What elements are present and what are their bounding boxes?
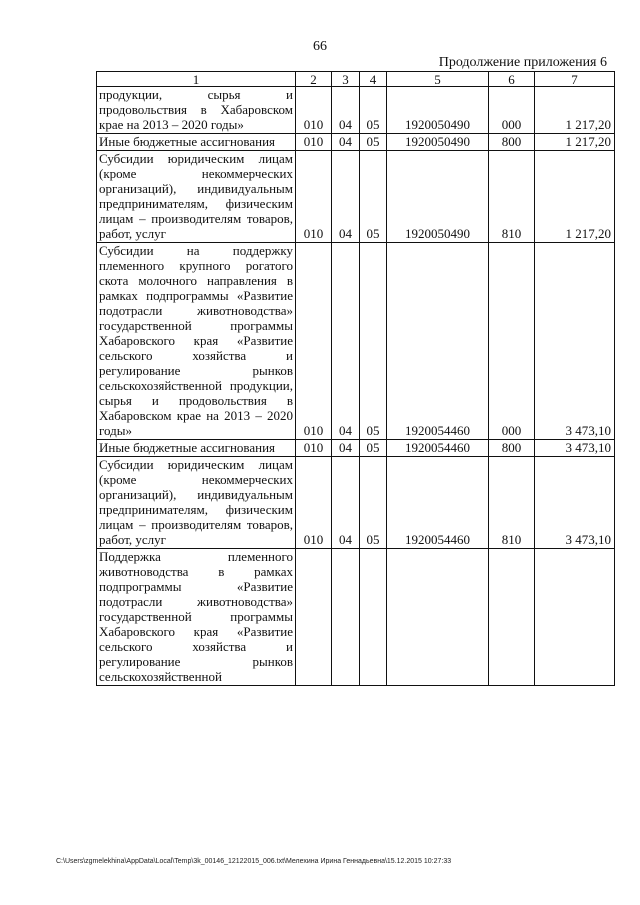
- cell-section: 04: [332, 87, 360, 134]
- cell-target: 1920050490: [387, 134, 489, 151]
- column-header: 4: [360, 72, 387, 87]
- row-name: продукции, сырья и продовольствия в Хабаровском крае на 2013 – 2020 годы»: [97, 87, 296, 134]
- column-header: 1: [97, 72, 296, 87]
- cell-expense-type: 000: [489, 243, 535, 440]
- cell-code: 010: [296, 151, 332, 243]
- cell-subsection: 05: [360, 440, 387, 457]
- cell-amount: 3 473,10: [535, 440, 615, 457]
- cell-expense-type: 000: [489, 87, 535, 134]
- cell-target: 1920050490: [387, 87, 489, 134]
- cell-code: 010: [296, 134, 332, 151]
- row-name: Иные бюджетные ассигнования: [97, 440, 296, 457]
- cell-target: 1920054460: [387, 440, 489, 457]
- cell-section: 04: [332, 151, 360, 243]
- table-row: [97, 440, 615, 457]
- cell-subsection: [360, 549, 387, 686]
- cell-expense-type: 810: [489, 457, 535, 549]
- cell-code: 010: [296, 87, 332, 134]
- row-name: Субсидии юридическим лицам (кроме некоммерческих организаций), индивидуальным предпринимателям, физическим лицам – производителям товаров, работ, услуг: [97, 151, 296, 243]
- column-header: 6: [489, 72, 535, 87]
- column-header: 3: [332, 72, 360, 87]
- cell-section: 04: [332, 243, 360, 440]
- row-name: Субсидии на поддержку племенного крупного рогатого скота молочного направления в рамках подпрограммы «Развитие подотрасли животноводства» государственной программы Хабаровского края «Развитие сельского хозяйства и регулирование рынков сельскохозяйственной продукции, сырья и продовольствия в Хабаровском крае на 2013 – 2020 годы»: [97, 243, 296, 440]
- cell-target: [387, 549, 489, 686]
- cell-amount: [535, 549, 615, 686]
- cell-code: 010: [296, 440, 332, 457]
- file-path-footer: C:\Users\zgmelekhina\AppData\Local\Temp\3k_00146_12122015_006.txt\Мелехина Ирина Геннадьевна\15.12.2015 10:27:33: [56, 858, 452, 865]
- table-row: [97, 87, 615, 134]
- table-header-row: [97, 72, 615, 87]
- table-row: [97, 134, 615, 151]
- column-header: 5: [387, 72, 489, 87]
- cell-target: 1920054460: [387, 243, 489, 440]
- table-row: [97, 457, 615, 549]
- table-row: [97, 151, 615, 243]
- cell-expense-type: 800: [489, 440, 535, 457]
- cell-amount: 3 473,10: [535, 243, 615, 440]
- cell-amount: 1 217,20: [535, 87, 615, 134]
- cell-subsection: 05: [360, 243, 387, 440]
- cell-amount: 3 473,10: [535, 457, 615, 549]
- column-header: 2: [296, 72, 332, 87]
- row-name: Поддержка племенного животноводства в рамках подпрограммы «Развитие подотрасли животноводства» государственной программы Хабаровского края «Развитие сельского хозяйства и регулирование рынков сельскохозяйственной: [97, 549, 296, 686]
- cell-subsection: 05: [360, 457, 387, 549]
- cell-section: 04: [332, 440, 360, 457]
- column-header: 7: [535, 72, 615, 87]
- cell-code: [296, 549, 332, 686]
- cell-section: 04: [332, 457, 360, 549]
- cell-target: 1920050490: [387, 151, 489, 243]
- page-number: 66: [313, 39, 327, 54]
- cell-section: 04: [332, 134, 360, 151]
- cell-subsection: 05: [360, 134, 387, 151]
- cell-code: 010: [296, 457, 332, 549]
- continuation-label: Продолжение приложения 6: [438, 55, 607, 70]
- cell-amount: 1 217,20: [535, 151, 615, 243]
- row-name: Субсидии юридическим лицам (кроме некоммерческих организаций), индивидуальным предпринимателям, физическим лицам – производителям товаров, работ, услуг: [97, 457, 296, 549]
- cell-expense-type: 810: [489, 151, 535, 243]
- cell-code: 010: [296, 243, 332, 440]
- cell-subsection: 05: [360, 87, 387, 134]
- table-row: [97, 549, 615, 686]
- cell-subsection: 05: [360, 151, 387, 243]
- budget-table: [96, 71, 615, 686]
- cell-amount: 1 217,20: [535, 134, 615, 151]
- cell-section: [332, 549, 360, 686]
- cell-expense-type: 800: [489, 134, 535, 151]
- cell-target: 1920054460: [387, 457, 489, 549]
- cell-expense-type: [489, 549, 535, 686]
- row-name: Иные бюджетные ассигнования: [97, 134, 296, 151]
- table-row: [97, 243, 615, 440]
